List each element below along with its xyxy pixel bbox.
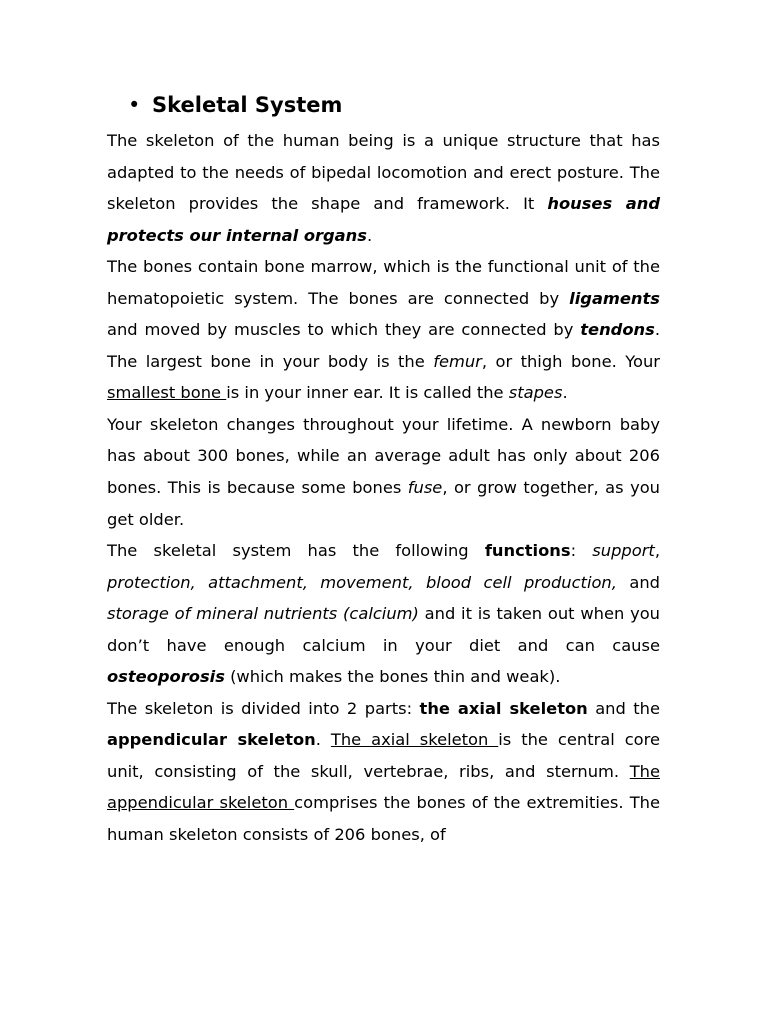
text-segment: houses and protects our internal organs: [107, 194, 660, 245]
section-heading: [128, 90, 342, 120]
text-segment: , or grow together, as you get older.: [107, 478, 660, 529]
text-segment: storage of mineral nutrients (calcium): [107, 604, 419, 624]
paragraph-intro: [107, 125, 660, 251]
text-segment: stapes: [508, 383, 563, 403]
text-segment: and the: [587, 698, 660, 718]
text-segment: tendons: [580, 320, 655, 340]
text-segment: .: [366, 225, 373, 245]
text-segment: femur: [433, 351, 482, 371]
text-segment: protection, attachment, movement, blood cell production,: [107, 572, 617, 592]
text-segment: .: [315, 730, 331, 750]
text-segment: smallest bone: [107, 383, 227, 403]
text-segment: The appendicular skeleton: [107, 761, 660, 813]
text-segment: The skeleton is divided into 2 parts:: [107, 698, 420, 718]
text-segment: ligaments: [569, 288, 660, 308]
text-segment: is the central core unit, consisting of the skull, vertebrae, ribs, and sternum.: [107, 730, 660, 781]
text-segment: ,: [654, 541, 660, 561]
body-text: [107, 125, 660, 851]
text-segment: The skeleton of the human being is a unique structure that has adapted to the needs of bipedal locomotion and erect posture. The skeleton provides the shape and framework. It: [107, 131, 660, 214]
paragraph-bones: [107, 251, 660, 409]
text-segment: is in your inner ear. It is called the: [226, 383, 509, 403]
text-segment: the axial skeleton: [419, 698, 588, 718]
text-segment: osteoporosis: [107, 667, 225, 687]
paragraph-changes: [107, 409, 660, 535]
text-segment: functions: [484, 541, 571, 561]
text-segment: Your skeleton changes throughout your lifetime. A newborn baby has about 300 bones, while an average adult has only about 206 bones. This is because some bones: [107, 414, 660, 498]
paragraph-divisions: [107, 693, 660, 851]
text-segment: The bones contain bone marrow, which is the functional unit of the hematopoietic system. The bones are connected by: [107, 257, 660, 308]
text-segment: The axial skeleton: [330, 730, 499, 750]
text-segment: and moved by muscles to which they are connected by: [107, 320, 581, 340]
bullet-marker: •: [128, 93, 141, 117]
text-segment: appendicular skeleton: [107, 730, 316, 750]
text-segment: and: [616, 572, 660, 592]
paragraph-functions: [107, 535, 660, 693]
text-segment: fuse: [407, 478, 443, 498]
heading-title: Skeletal System: [152, 93, 343, 117]
text-segment: :: [570, 541, 593, 561]
text-segment: (which makes the bones thin and weak).: [224, 667, 561, 687]
text-segment: , or thigh bone. Your: [481, 351, 660, 371]
text-segment: support: [592, 541, 655, 561]
text-segment: comprises the bones of the extremities. The human skeleton consists of 206 bones, of: [107, 793, 660, 845]
text-segment: The skeletal system has the following: [107, 541, 485, 561]
text-segment: and it is taken out when you don’t have enough calcium in your diet and can cause: [107, 604, 660, 655]
text-segment: .: [562, 383, 568, 403]
text-segment: . The largest bone in your body is the: [107, 320, 660, 371]
